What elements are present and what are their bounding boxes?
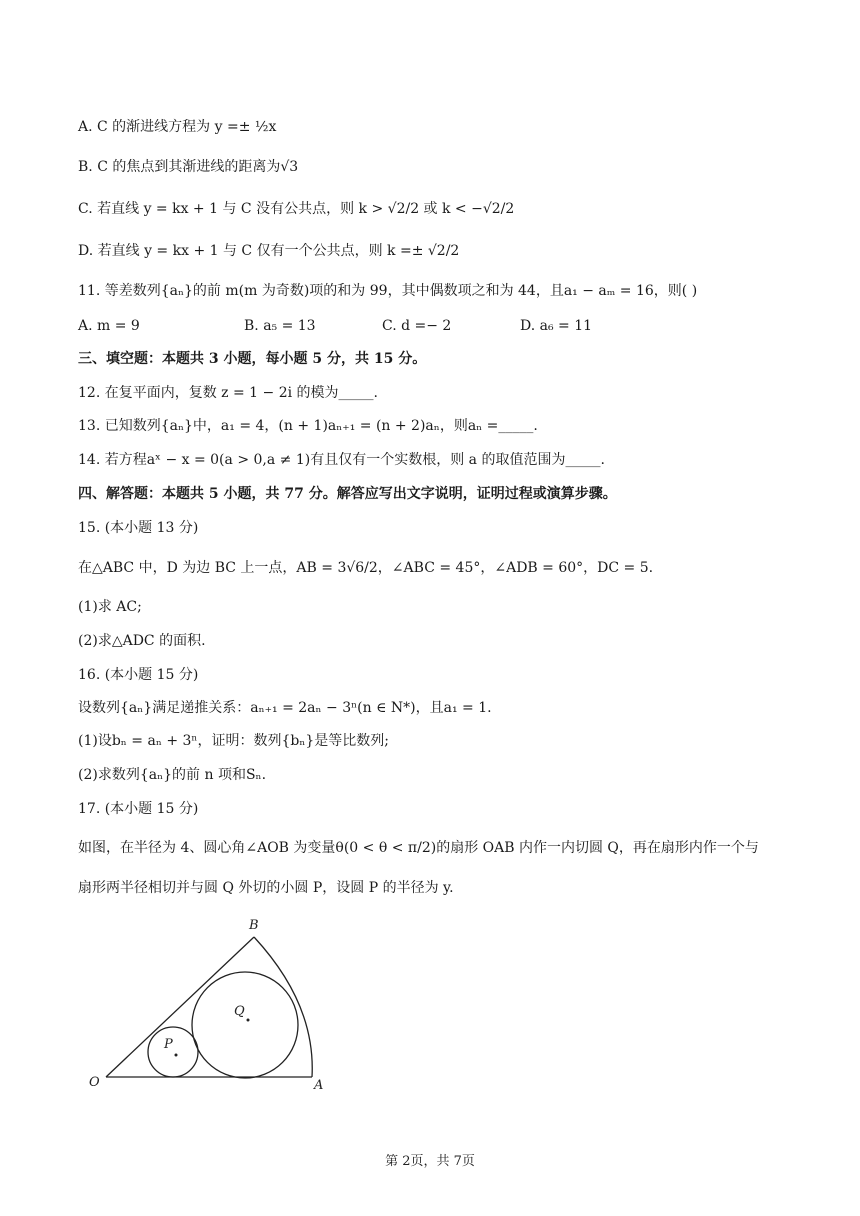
center-dot-p [175,1054,178,1057]
q16-title: 16. (本小题 15 分) [78,667,199,683]
q16-part2: (2)求数列{aₙ}的前 n 项和Sₙ. [78,767,267,783]
q11-stem: 11. 等差数列{aₙ}的前 m(m 为奇数)项的和为 99，其中偶数项之和为 44，且a₁ − aₘ = 16，则( ) [78,283,698,299]
q10-option-a: A. C 的渐进线方程为 y =± ½x [78,119,277,135]
label-o: O [89,1075,100,1090]
radius-ob [106,937,254,1077]
q14: 14. 若方程aˣ − x = 0(a > 0,a ≠ 1)有且仅有一个实数根，则 a 的取值范围为_____. [78,452,605,468]
q15-part2: (2)求△ADC 的面积. [78,633,206,649]
q10-option-b: B. C 的焦点到其渐进线的距离为√3 [78,159,299,175]
q17-stem-line2: 扇形两半径相切并与圆 Q 外切的小圆 P，设圆 P 的半径为 y. [78,880,454,896]
label-a: A [314,1078,324,1093]
page-footer: 第 2页，共 7页 [385,1154,475,1169]
q11-option-d: D. a₆ = 11 [520,318,593,334]
q17-stem-line1: 如图，在半径为 4、圆心角∠AOB 为变量θ(0 < θ < π/2)的扇形 OAB 内作一内切圆 Q，再在扇形内作一个与 [78,840,759,856]
q13: 13. 已知数列{aₙ}中，a₁ = 4，(n + 1)aₙ₊₁ = (n + 2)aₙ，则aₙ =_____. [78,418,538,434]
q16-stem: 设数列{aₙ}满足递推关系：aₙ₊₁ = 2aₙ − 3ⁿ(n ∈ N*)，且a₁ = 1. [78,700,492,716]
label-b: B [249,918,259,933]
q11-option-b: B. a₅ = 13 [244,318,316,334]
q15-title: 15. (本小题 13 分) [78,520,199,536]
arc-ab [254,937,312,1077]
sector-figure [84,914,344,1099]
q17-title: 17. (本小题 15 分) [78,801,199,817]
label-p: P [164,1037,173,1052]
section4-heading: 四、解答题：本题共 5 小题，共 77 分。解答应写出文字说明，证明过程或演算步骤。 [78,486,617,502]
q12: 12. 在复平面内，复数 z = 1 − 2i 的模为_____. [78,385,378,401]
label-q: Q [234,1004,245,1019]
q10-option-d: D. 若直线 y = kx + 1 与 C 仅有一个公共点，则 k =± √2/2 [78,243,460,259]
q15-part1: (1)求 AC; [78,599,142,615]
circle-p [148,1027,198,1077]
section3-heading: 三、填空题：本题共 3 小题，每小题 5 分，共 15 分。 [78,351,427,367]
q10-option-c: C. 若直线 y = kx + 1 与 C 没有公共点，则 k > √2/2 或 k < −√2/2 [78,201,515,217]
q11-option-a: A. m = 9 [78,318,140,334]
q11-option-c: C. d =− 2 [382,318,452,334]
q15-stem: 在△ABC 中，D 为边 BC 上一点，AB = 3√6/2，∠ABC = 45°，∠ADB = 60°，DC = 5. [78,560,654,576]
center-dot-q [247,1019,250,1022]
circle-q [192,972,298,1078]
q16-part1: (1)设bₙ = aₙ + 3ⁿ，证明：数列{bₙ}是等比数列; [78,733,390,749]
